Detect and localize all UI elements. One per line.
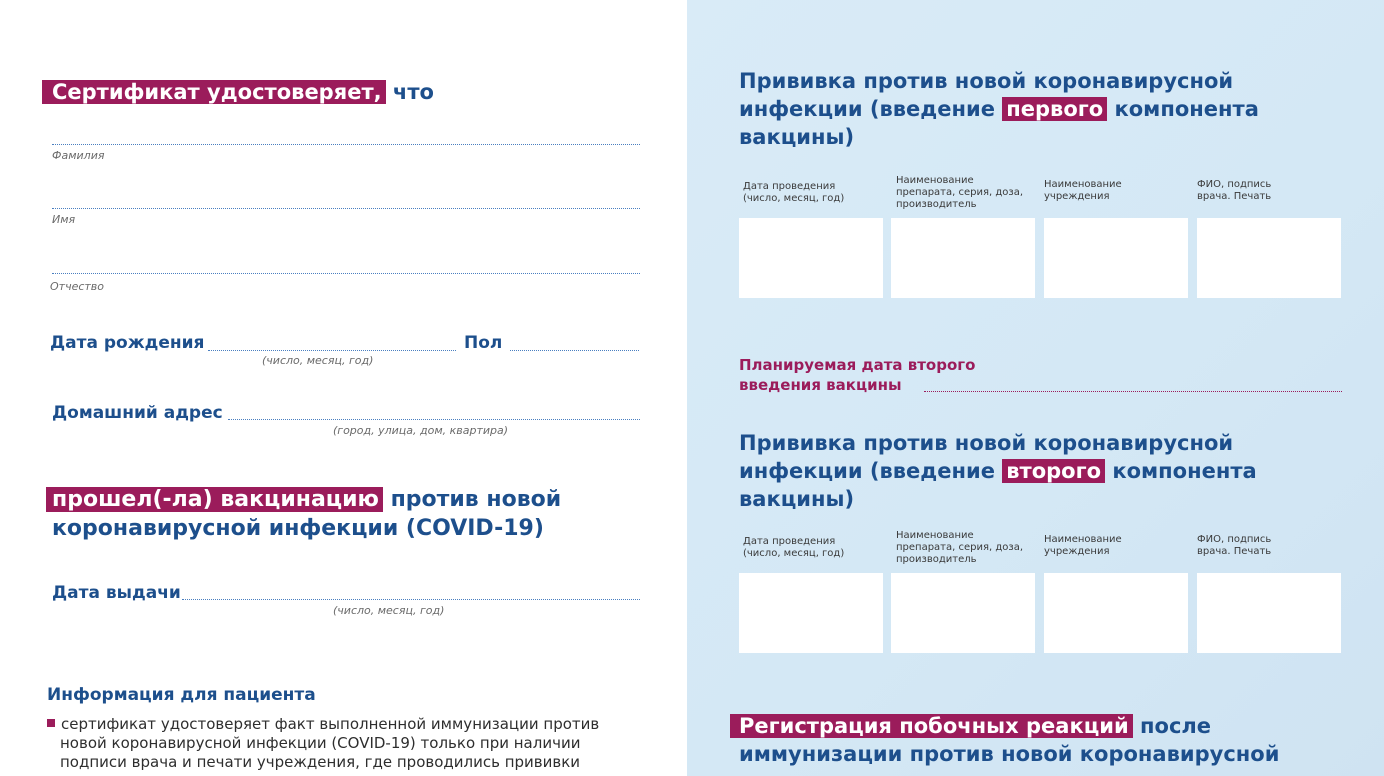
col-date-header-2: Дата проведения (число, месяц, год) [743, 536, 845, 559]
issue-date-caption: (число, месяц, год) [333, 604, 445, 617]
certificate-title-rest: что [385, 80, 434, 104]
second-date-box[interactable] [739, 573, 883, 653]
info-line-3: подписи врача и печати учреждения, где проводились прививки [60, 753, 581, 771]
first-title-line-3: вакцины) [739, 125, 855, 149]
surname-label: Фамилия [52, 149, 105, 162]
second-title-line-2-pre: инфекции (введение [739, 459, 1003, 483]
col-doctor-header: ФИО, подпись врача. Печать [1197, 179, 1272, 202]
second-title-line-3: вакцины) [739, 487, 855, 511]
patient-info-text [47, 715, 667, 772]
first-title-line-2-post: компонента [1107, 97, 1259, 121]
first-doctor-box[interactable] [1197, 218, 1341, 298]
issue-date-label: Дата выдачи [52, 583, 181, 603]
vaccination-page [687, 0, 1384, 776]
col-drug-header: Наименование препарата, серия, доза, производитель [896, 175, 1024, 210]
vaccination-rest-1: против новой [382, 487, 562, 512]
vaccination-rest-2: коронавирусной инфекции (COVID-19) [52, 516, 544, 541]
certificate-title-highlight: Сертификат удостоверяет, [42, 80, 386, 104]
first-title-highlight: первого [1002, 97, 1107, 121]
birth-date-label: Дата рождения [50, 333, 205, 353]
side-reactions-rest: после [1132, 714, 1212, 738]
sex-label: Пол [464, 333, 503, 353]
certificate-title [42, 80, 434, 104]
first-title-line-2-pre: инфекции (введение [739, 97, 1003, 121]
bullet-icon [47, 719, 55, 727]
side-reactions-line-2: иммунизации против новой коронавирусной [739, 742, 1280, 766]
col-drug-header-2: Наименование препарата, серия, доза, производитель [896, 530, 1024, 565]
second-institution-box[interactable] [1044, 573, 1188, 653]
planned-second-date-line[interactable] [924, 391, 1342, 392]
second-title-line-1: Прививка против новой коронавирусной [739, 431, 1234, 455]
col-institution-header: Наименование учреждения [1044, 179, 1122, 202]
address-caption: (город, улица, дом, квартира) [333, 424, 509, 437]
second-doctor-box[interactable] [1197, 573, 1341, 653]
vaccination-highlight: прошел(-ла) вакцинацию [46, 487, 383, 512]
second-title-highlight: второго [1002, 459, 1105, 483]
side-reactions-highlight: Регистрация побочных реакций [730, 714, 1133, 738]
patient-info-heading: Информация для пациента [47, 685, 316, 705]
info-line-1: сертификат удостоверяет факт выполненной иммунизации против [61, 715, 600, 733]
birth-date-line[interactable] [208, 350, 456, 351]
address-label: Домашний адрес [52, 403, 223, 423]
info-line-2: новой коронавирусной инфекции (COVID-19) только при наличии [60, 734, 581, 752]
first-drug-box[interactable] [891, 218, 1035, 298]
side-reactions-heading [730, 712, 1279, 768]
surname-line[interactable] [52, 144, 640, 145]
col-date-header: Дата проведения (число, месяц, год) [743, 181, 845, 204]
planned-second-date-label [739, 355, 975, 395]
col-institution-header-2: Наименование учреждения [1044, 534, 1122, 557]
col-doctor-header-2: ФИО, подпись врача. Печать [1197, 534, 1272, 557]
second-title-line-2-post: компонента [1105, 459, 1257, 483]
first-title-line-1: Прививка против новой коронавирусной [739, 69, 1234, 93]
issue-date-line[interactable] [182, 599, 640, 600]
first-institution-box[interactable] [1044, 218, 1188, 298]
planned-line-1: Планируемая дата второго [739, 356, 976, 374]
sex-line[interactable] [510, 350, 639, 351]
name-line[interactable] [52, 208, 640, 209]
second-drug-box[interactable] [891, 573, 1035, 653]
certificate-page [0, 0, 687, 776]
planned-line-2: введения вакцины [739, 376, 902, 394]
patronymic-line[interactable] [52, 273, 640, 274]
second-component-title [739, 429, 1257, 513]
patronymic-label: Отчество [50, 280, 105, 293]
address-line[interactable] [228, 419, 640, 420]
first-date-box[interactable] [739, 218, 883, 298]
birth-date-caption: (число, месяц, год) [262, 354, 374, 367]
first-component-title [739, 67, 1259, 151]
vaccination-statement [46, 485, 561, 543]
name-label: Имя [52, 213, 76, 226]
